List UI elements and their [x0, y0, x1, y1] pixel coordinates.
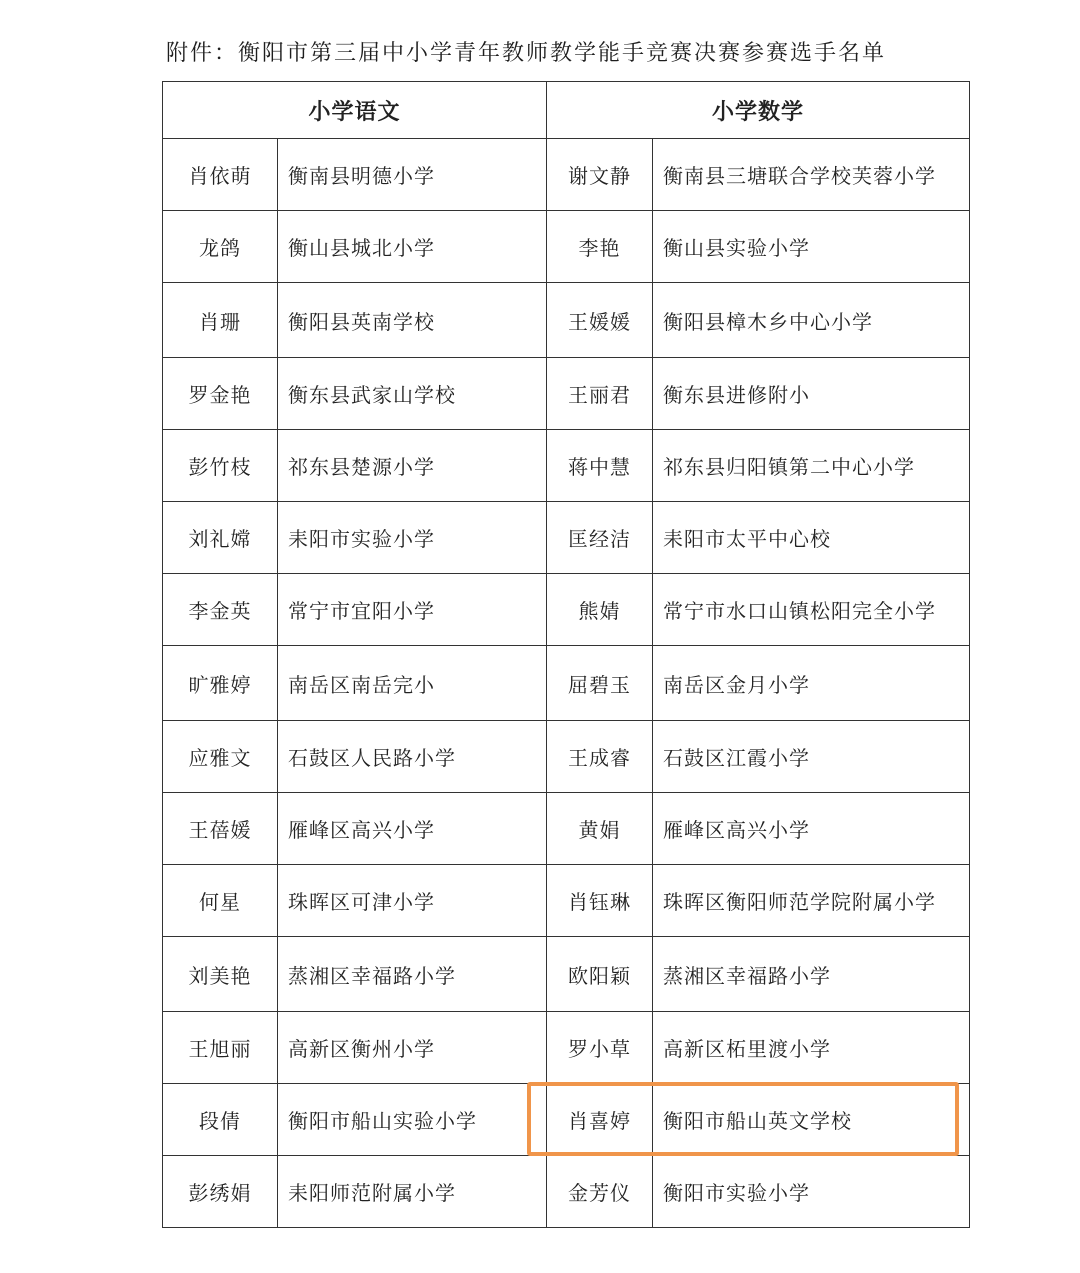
math-teacher-name: 金芳仪: [547, 1156, 653, 1228]
math-teacher-school: 衡东县进修附小: [653, 358, 970, 430]
header-primary-chinese: 小学语文: [163, 82, 547, 139]
math-teacher-name: 蒋中慧: [547, 430, 653, 502]
math-teacher-name: 熊婧: [547, 574, 653, 646]
chinese-teacher-name: 刘礼嫦: [163, 502, 278, 574]
chinese-teacher-name: 应雅文: [163, 721, 278, 793]
math-teacher-school: 蒸湘区幸福路小学: [653, 937, 970, 1012]
chinese-teacher-name: 王旭丽: [163, 1012, 278, 1084]
table-row: [163, 721, 970, 793]
chinese-teacher-name: 段倩: [163, 1084, 278, 1156]
table-row: [163, 574, 970, 646]
contestant-table: [162, 81, 970, 1228]
chinese-teacher-name: 肖依萌: [163, 139, 278, 211]
header-primary-math: 小学数学: [547, 82, 970, 139]
chinese-teacher-school: 祁东县楚源小学: [278, 430, 547, 502]
math-teacher-school: 衡阳市船山英文学校: [653, 1084, 970, 1156]
table-row: [163, 646, 970, 721]
math-teacher-name: 王成睿: [547, 721, 653, 793]
math-teacher-school: 祁东县归阳镇第二中心小学: [653, 430, 970, 502]
chinese-teacher-school: 耒阳师范附属小学: [278, 1156, 547, 1228]
chinese-teacher-school: 衡山县城北小学: [278, 211, 547, 283]
math-teacher-school: 南岳区金月小学: [653, 646, 970, 721]
math-teacher-school: 珠晖区衡阳师范学院附属小学: [653, 865, 970, 937]
math-teacher-school: 衡南县三塘联合学校芙蓉小学: [653, 139, 970, 211]
chinese-teacher-school: 珠晖区可津小学: [278, 865, 547, 937]
math-teacher-name: 罗小草: [547, 1012, 653, 1084]
chinese-teacher-school: 衡阳市船山实验小学: [278, 1084, 547, 1156]
document-title: 附件：衡阳市第三届中小学青年教师教学能手竞赛决赛参赛选手名单: [166, 41, 887, 66]
math-teacher-school: 衡山县实验小学: [653, 211, 970, 283]
math-teacher-school: 常宁市水口山镇松阳完全小学: [653, 574, 970, 646]
math-teacher-name: 匡经洁: [547, 502, 653, 574]
math-teacher-name: 屈碧玉: [547, 646, 653, 721]
table-row: [163, 139, 970, 211]
chinese-teacher-school: 雁峰区高兴小学: [278, 793, 547, 865]
chinese-teacher-school: 高新区衡州小学: [278, 1012, 547, 1084]
table-row: [163, 211, 970, 283]
table-row: [163, 283, 970, 358]
table-row: [163, 502, 970, 574]
chinese-teacher-name: 罗金艳: [163, 358, 278, 430]
chinese-teacher-school: 衡东县武家山学校: [278, 358, 547, 430]
table-row: [163, 865, 970, 937]
chinese-teacher-school: 南岳区南岳完小: [278, 646, 547, 721]
chinese-teacher-name: 彭竹枝: [163, 430, 278, 502]
math-teacher-school: 石鼓区江霞小学: [653, 721, 970, 793]
table-row: [163, 1156, 970, 1228]
math-teacher-name: 肖钰琳: [547, 865, 653, 937]
table-row: [163, 937, 970, 1012]
math-teacher-school: 雁峰区高兴小学: [653, 793, 970, 865]
chinese-teacher-school: 蒸湘区幸福路小学: [278, 937, 547, 1012]
math-teacher-school: 衡阳县樟木乡中心小学: [653, 283, 970, 358]
math-teacher-name: 谢文静: [547, 139, 653, 211]
chinese-teacher-school: 耒阳市实验小学: [278, 502, 547, 574]
math-teacher-name: 王媛媛: [547, 283, 653, 358]
math-teacher-school: 耒阳市太平中心校: [653, 502, 970, 574]
table-row: [163, 358, 970, 430]
math-teacher-name: 欧阳颖: [547, 937, 653, 1012]
chinese-teacher-name: 王蓓媛: [163, 793, 278, 865]
table-row: [163, 1012, 970, 1084]
table-row: [163, 793, 970, 865]
chinese-teacher-name: 李金英: [163, 574, 278, 646]
chinese-teacher-name: 刘美艳: [163, 937, 278, 1012]
chinese-teacher-name: 何星: [163, 865, 278, 937]
math-teacher-name: 李艳: [547, 211, 653, 283]
math-teacher-school: 衡阳市实验小学: [653, 1156, 970, 1228]
table-row: [163, 430, 970, 502]
chinese-teacher-name: 肖珊: [163, 283, 278, 358]
chinese-teacher-school: 常宁市宜阳小学: [278, 574, 547, 646]
chinese-teacher-name: 龙鸽: [163, 211, 278, 283]
math-teacher-name: 肖喜婷: [547, 1084, 653, 1156]
chinese-teacher-name: 旷雅婷: [163, 646, 278, 721]
table-row: [163, 1084, 970, 1156]
chinese-teacher-school: 石鼓区人民路小学: [278, 721, 547, 793]
math-teacher-name: 王丽君: [547, 358, 653, 430]
table-header-row: [163, 82, 970, 139]
chinese-teacher-school: 衡南县明德小学: [278, 139, 547, 211]
chinese-teacher-name: 彭绣娟: [163, 1156, 278, 1228]
math-teacher-name: 黄娟: [547, 793, 653, 865]
chinese-teacher-school: 衡阳县英南学校: [278, 283, 547, 358]
math-teacher-school: 高新区柘里渡小学: [653, 1012, 970, 1084]
